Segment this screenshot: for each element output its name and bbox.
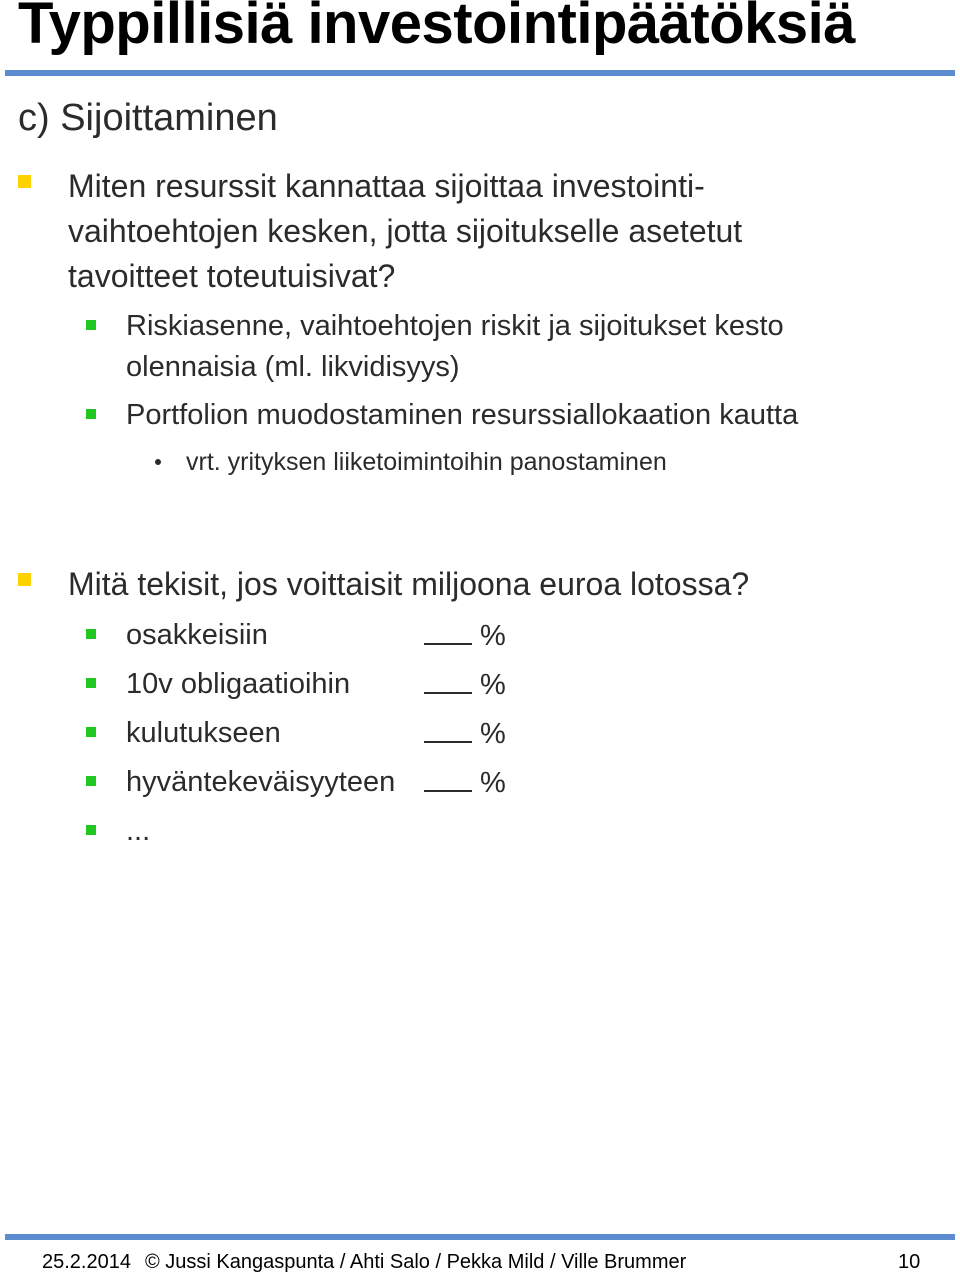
blank-line — [424, 762, 472, 792]
sub-bullet-square-icon — [86, 629, 96, 639]
sub-bullet-square-icon — [86, 320, 96, 330]
page-number: 10 — [898, 1251, 921, 1273]
sub-bullet-1-line-2: olennaisia (ml. likvidisyys) — [126, 351, 460, 383]
percent-sign: % — [480, 620, 506, 652]
sub-bullet-square-icon — [86, 409, 96, 419]
bullet-square-icon — [18, 175, 31, 188]
question-1-line-3: tavoitteet toteutuisivat? — [68, 258, 396, 294]
allocation-label: 10v obligaatioihin — [126, 668, 351, 700]
footer-rule — [5, 1234, 955, 1240]
sub-bullet-square-icon — [86, 825, 96, 835]
slide-title: Typpillisiä investointipäätöksiä — [18, 0, 856, 56]
blank-line — [424, 713, 472, 743]
sub-sub-bullet: vrt. yrityksen liiketoimintoihin panostaminen — [186, 448, 667, 476]
bullet-dot-icon — [155, 459, 161, 465]
allocation-label: hyväntekeväisyyteen — [126, 766, 396, 798]
footer-credits: © Jussi Kangaspunta / Ahti Salo / Pekka Mild / Ville Brummer — [145, 1251, 687, 1273]
allocation-blank — [424, 762, 506, 803]
sub-bullet-2: Portfolion muodostaminen resurssiallokaation kautta — [126, 399, 799, 431]
ellipsis-item: ... — [126, 815, 151, 847]
sub-bullet-square-icon — [86, 776, 96, 786]
allocation-blank — [424, 664, 506, 705]
allocation-blank — [424, 713, 506, 754]
blank-line — [424, 664, 472, 694]
sub-bullet-square-icon — [86, 727, 96, 737]
allocation-label: osakkeisiin — [126, 619, 268, 651]
section-heading: c) Sijoittaminen — [18, 97, 278, 139]
bullet-square-icon — [18, 573, 31, 586]
percent-sign: % — [480, 767, 506, 799]
footer-date: 25.2.2014 — [42, 1251, 131, 1273]
percent-sign: % — [480, 718, 506, 750]
question-1-line-1: Miten resurssit kannattaa sijoittaa investointi- — [68, 168, 705, 204]
allocation-blank — [424, 615, 506, 656]
question-2: Mitä tekisit, jos voittaisit miljoona euroa lotossa? — [68, 566, 750, 602]
percent-sign: % — [480, 669, 506, 701]
question-1-line-2: vaihtoehtojen kesken, jotta sijoitukselle asetetut — [68, 213, 743, 249]
title-rule — [5, 70, 955, 76]
sub-bullet-square-icon — [86, 678, 96, 688]
sub-bullet-1-line-1: Riskiasenne, vaihtoehtojen riskit ja sijoitukset kesto — [126, 310, 784, 342]
blank-line — [424, 615, 472, 645]
allocation-label: kulutukseen — [126, 717, 281, 749]
